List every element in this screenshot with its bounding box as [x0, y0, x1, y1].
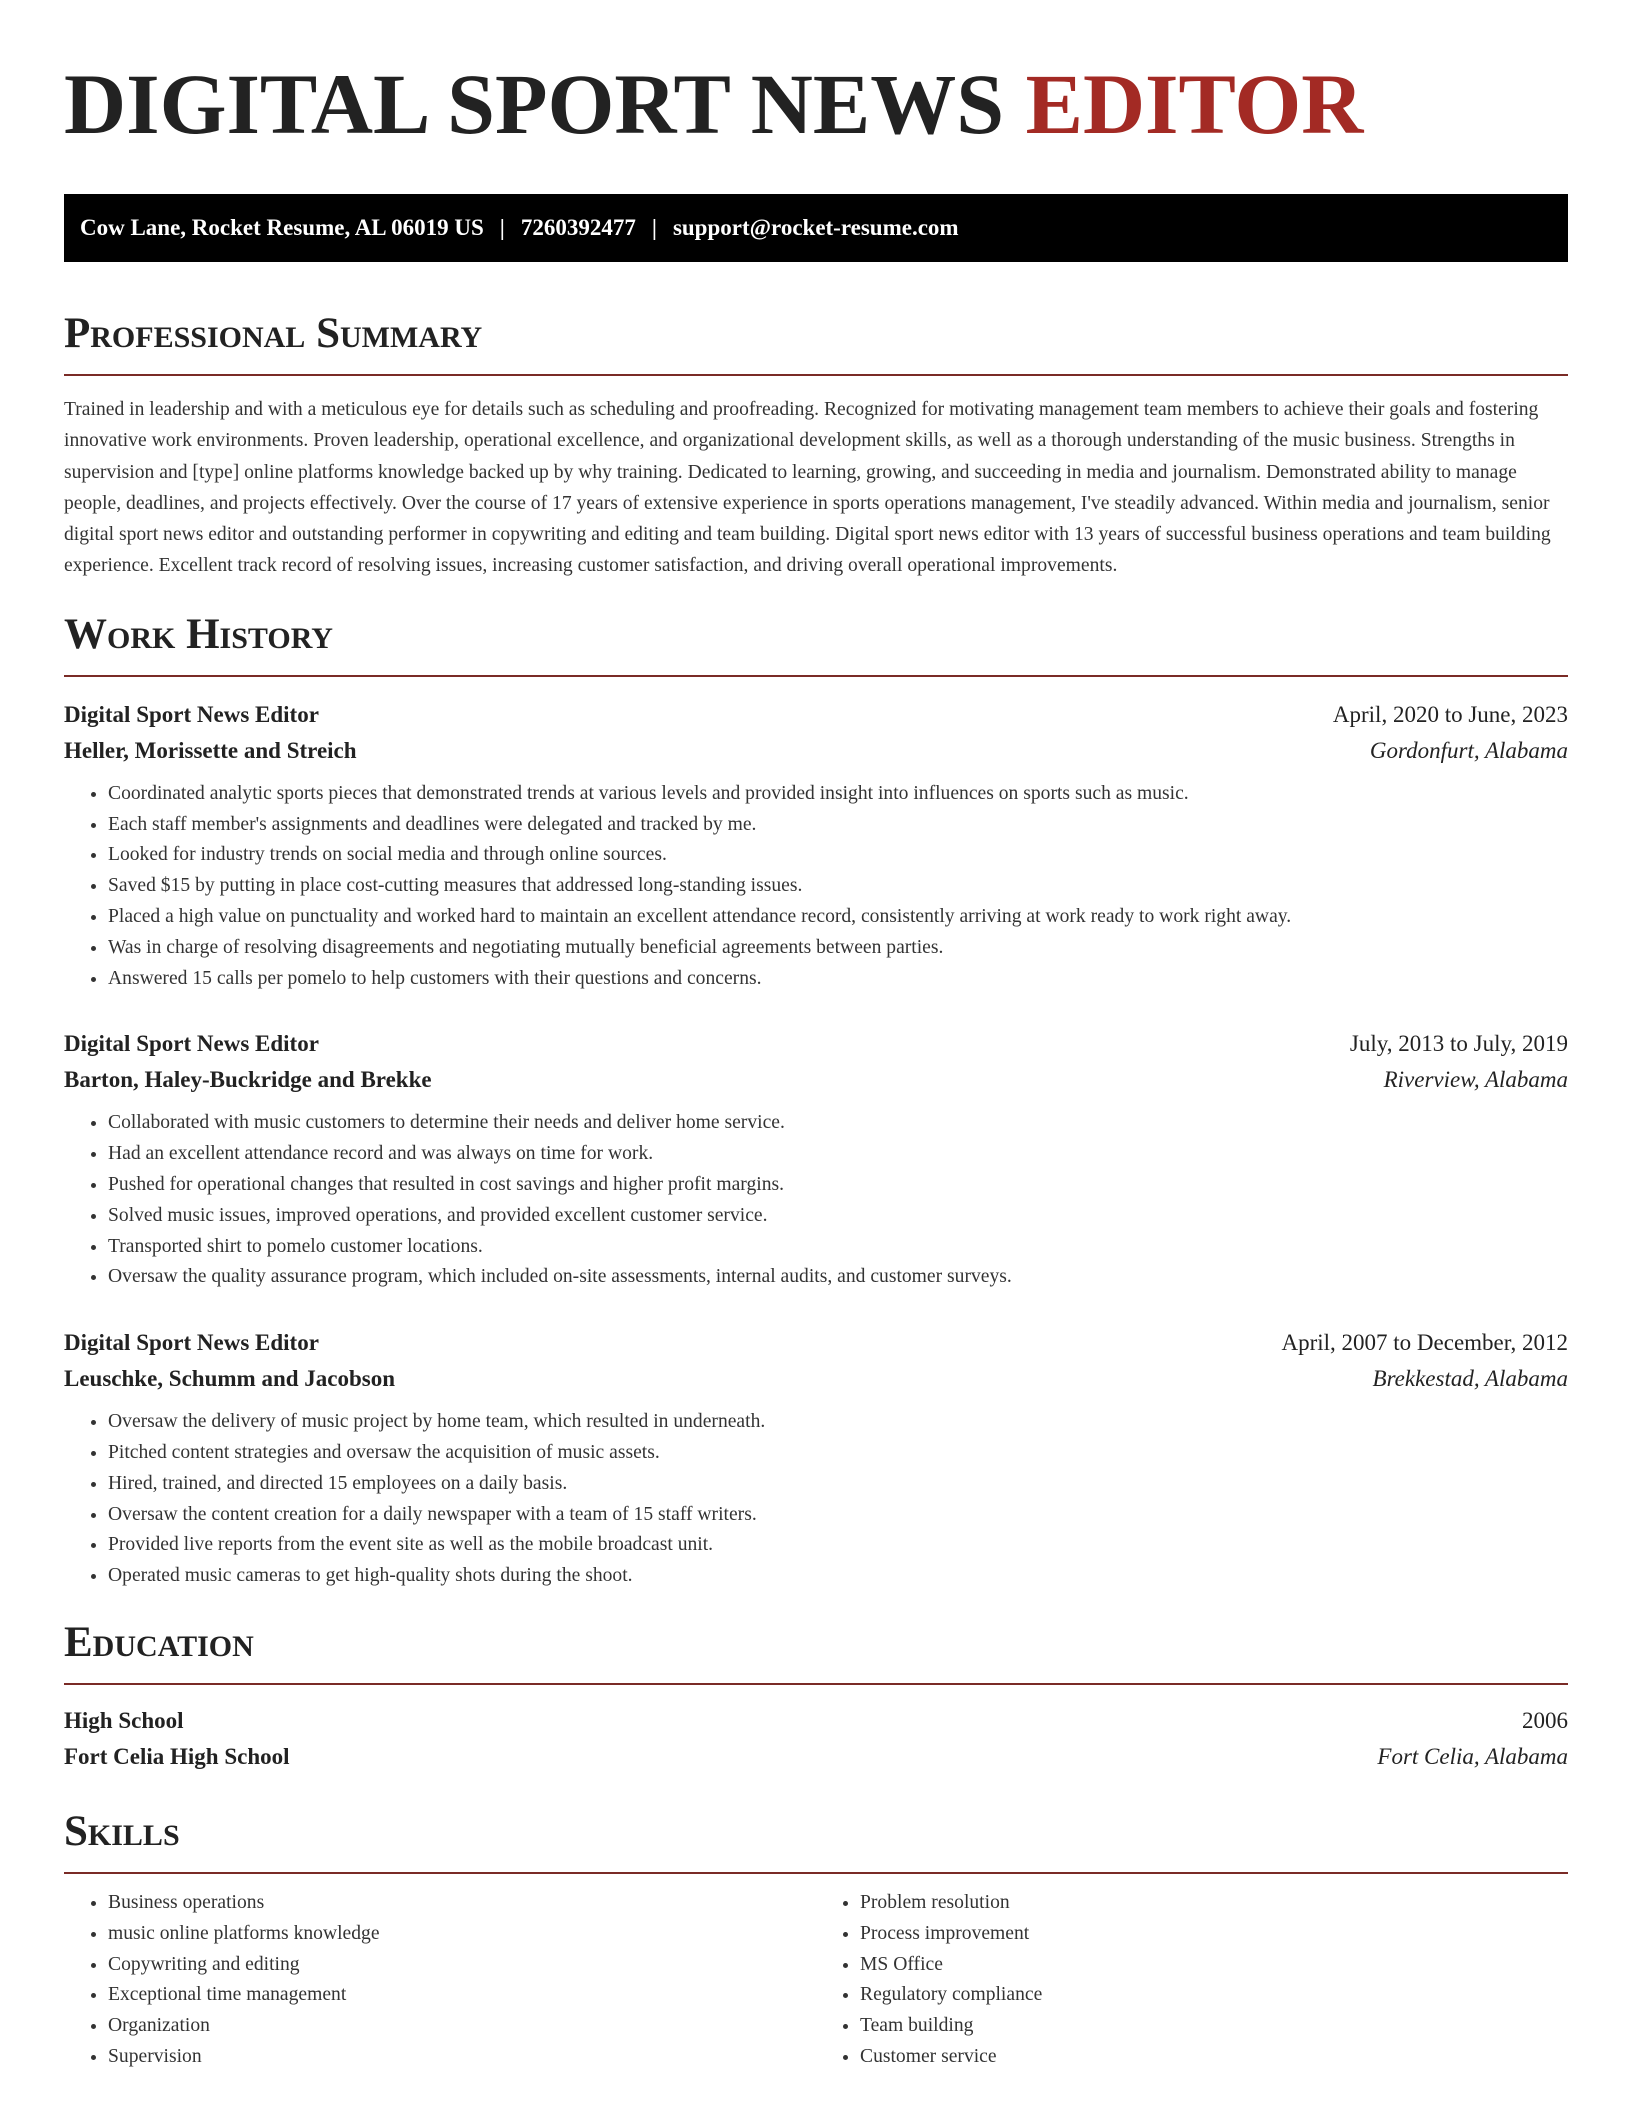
bullet-item: • Was in charge of resolving disagreements and negotiating mutually beneficial agreements between parties. [108, 933, 1568, 964]
bullet-item: • Hired, trained, and directed 15 employees on a daily basis. [108, 1469, 1568, 1500]
bullet-item: • Operated music cameras to get high-quality shots during the shoot. [108, 1561, 1568, 1592]
title-main: DIGITAL SPORT NEWS [64, 56, 1005, 152]
education-degree: High School [64, 1707, 184, 1733]
job-title: Digital Sport News Editor [64, 701, 319, 727]
job-company: Leuschke, Schumm and Jacobson [64, 1366, 396, 1392]
job-entry [64, 697, 1568, 995]
resume-title [64, 58, 1568, 150]
skill-item: • Exceptional time management [108, 1980, 816, 2011]
section-divider [64, 675, 1568, 677]
section-divider [64, 374, 1568, 376]
bullet-item: • Had an excellent attendance record and was always on time for work. [108, 1139, 1568, 1170]
skill-item: • music online platforms knowledge [108, 1919, 816, 1950]
section-divider [64, 1872, 1568, 1874]
contact-address: Cow Lane, Rocket Resume, AL 06019 US [80, 215, 484, 240]
bullet-item: • Pitched content strategies and oversaw the acquisition of music assets. [108, 1438, 1568, 1469]
title-accent: EDITOR [1025, 56, 1364, 152]
skills-grid [64, 1888, 1568, 2073]
contact-phone: 7260392477 [520, 215, 636, 240]
job-company: Barton, Haley-Buckridge and Brekke [64, 1067, 432, 1093]
bullet-item: • Oversaw the quality assurance program, which included on-site assessments, internal audits, and customer surveys. [108, 1262, 1568, 1293]
section-heading: Professional Summary [64, 310, 483, 357]
skills-section [64, 1807, 1568, 2073]
job-bullets [64, 779, 1568, 995]
bullet-item: • Provided live reports from the event site as well as the mobile broadcast unit. [108, 1530, 1568, 1561]
education-year: 2006 [1522, 1707, 1568, 1733]
job-bullets [64, 1108, 1568, 1293]
section-heading: Work History [64, 610, 333, 658]
bullet-item: • Saved $15 by putting in place cost-cutting measures that addressed long-standing issues. [108, 871, 1568, 902]
skill-item: • Customer service [860, 2042, 1568, 2073]
skill-item: • Business operations [108, 1888, 816, 1919]
job-location: Brekkestad, Alabama [1372, 1366, 1568, 1392]
job-dates: April, 2007 to December, 2012 [1281, 1330, 1568, 1356]
work-history-section [64, 610, 1568, 1592]
job-entry [64, 1325, 1568, 1592]
bullet-item: • Placed a high value on punctuality and worked hard to maintain an excellent attendance record, consistently arriving at work ready to work right away. [108, 902, 1568, 933]
contact-separator: | [499, 215, 505, 240]
skill-item: • Supervision [108, 2042, 816, 2073]
bullet-item: • Oversaw the delivery of music project by home team, which resulted in underneath. [108, 1407, 1568, 1438]
bullet-item: • Answered 15 calls per pomelo to help customers with their questions and concerns. [108, 964, 1568, 995]
summary-section [64, 309, 1568, 582]
bullet-item: • Transported shirt to pomelo customer locations. [108, 1232, 1568, 1263]
skill-item: • Organization [108, 2011, 816, 2042]
bullet-item: • Each staff member's assignments and deadlines were delegated and tracked by me. [108, 810, 1568, 841]
contact-email: support@rocket-resume.com [672, 215, 959, 240]
contact-bar [64, 194, 1568, 262]
job-company: Heller, Morissette and Streich [64, 737, 357, 763]
section-divider [64, 1683, 1568, 1685]
bullet-item: • Pushed for operational changes that resulted in cost savings and higher profit margins. [108, 1170, 1568, 1201]
job-dates: April, 2020 to June, 2023 [1332, 701, 1568, 727]
skills-column-right [816, 1888, 1568, 2073]
skill-item: • Problem resolution [860, 1888, 1568, 1919]
job-dates: July, 2013 to July, 2019 [1349, 1031, 1568, 1057]
bullet-item: • Collaborated with music customers to determine their needs and deliver home service. [108, 1108, 1568, 1139]
job-location: Gordonfurt, Alabama [1369, 737, 1568, 763]
education-school: Fort Celia High School [64, 1743, 290, 1769]
job-title: Digital Sport News Editor [64, 1330, 319, 1356]
skill-item: • MS Office [860, 1950, 1568, 1981]
skill-item: • Copywriting and editing [108, 1950, 816, 1981]
skill-item: • Team building [860, 2011, 1568, 2042]
bullet-item: • Oversaw the content creation for a daily newspaper with a team of 15 staff writers. [108, 1500, 1568, 1531]
bullet-item: • Looked for industry trends on social media and through online sources. [108, 840, 1568, 871]
job-location: Riverview, Alabama [1383, 1067, 1568, 1093]
summary-text: Trained in leadership and with a meticulous eye for details such as scheduling and proofreading. Recognized for motivating management team members to achieve their goals and fostering innovative work environments. Proven leadership, operational excellence, and organizational development skills, as well as a thorough understanding of the music business. Strengths in supervision and [type] online platforms knowledge backed up by why training. Dedicated to learning, growing, and succeeding in media and journalism. Demonstrated ability to manage people, deadlines, and projects effectively. Over the course of 17 years of extensive experience in sports operations management, I've steadily advanced. Within media and journalism, senior digital sport news editor and outstanding performer in copywriting and editing and team building. Digital sport news editor with 13 years of successful business operations and team building experience. Excellent track record of resolving issues, increasing customer satisfaction, and driving overall operational improvements. [64, 399, 1551, 577]
skill-item: • Regulatory compliance [860, 1980, 1568, 2011]
education-location: Fort Celia, Alabama [1377, 1743, 1568, 1769]
bullet-item: • Coordinated analytic sports pieces that demonstrated trends at various levels and provided insight into influences on sports such as music. [108, 779, 1568, 810]
skill-item: • Process improvement [860, 1919, 1568, 1950]
education-entry [64, 1703, 1568, 1775]
job-entry [64, 1026, 1568, 1293]
job-title: Digital Sport News Editor [64, 1031, 319, 1057]
contact-separator: | [651, 215, 657, 240]
skills-column-left [64, 1888, 816, 2073]
job-bullets [64, 1407, 1568, 1592]
section-heading: Education [64, 1618, 254, 1666]
bullet-item: • Solved music issues, improved operations, and provided excellent customer service. [108, 1201, 1568, 1232]
section-heading: Skills [64, 1807, 180, 1855]
education-section [64, 1618, 1568, 1775]
